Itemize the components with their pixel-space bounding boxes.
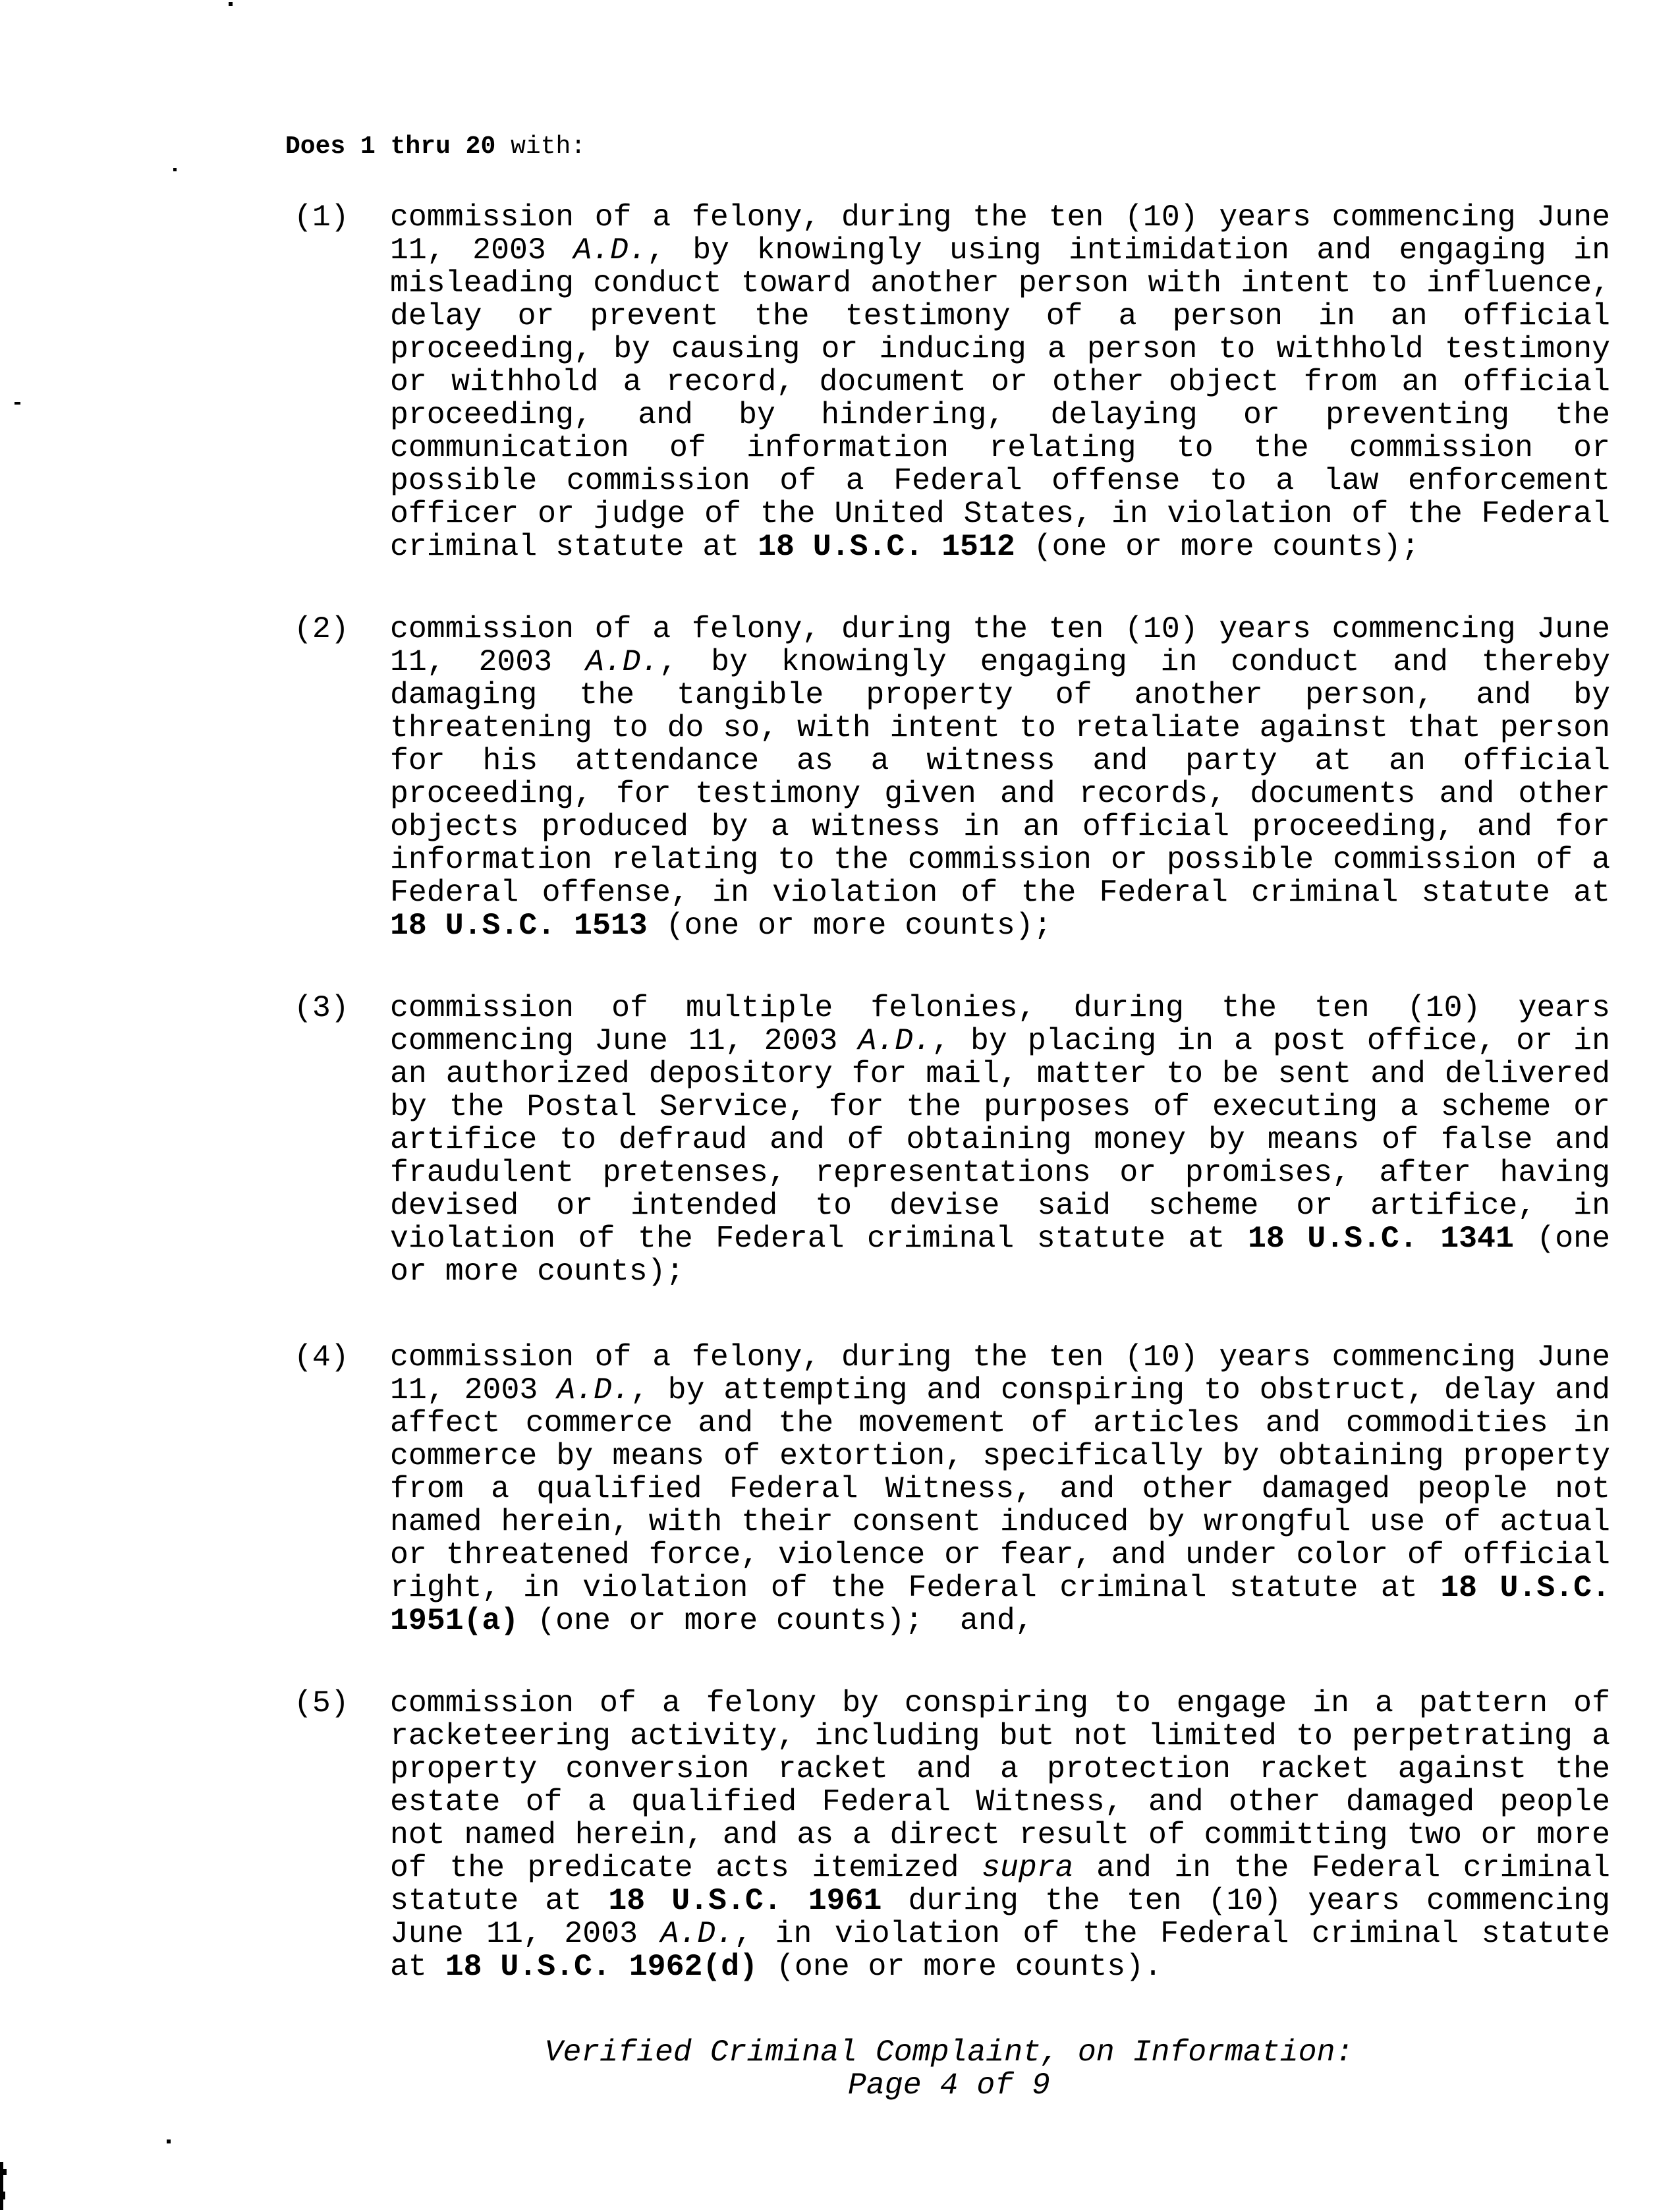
item-text: commission of multiple felonies, during the ten (10) years commencing June 11, 2003 A.D., by placing in a post office, or in an authorized depository for mail, matter to be sent and delivered by the Postal Service, for the purposes of executing a scheme or artifice to defraud and of obtaining money by means of false and fraudulent pretenses, representations or promises, after having devised or intended to devise said scheme or artifice, in violation of the Federal criminal statute at 18 U.S.C. 1341 (one or more counts);	[390, 990, 1629, 1289]
list-item	[294, 990, 1629, 1289]
scan-edge-artifact	[0, 2192, 5, 2199]
item-number: (1)	[294, 200, 349, 235]
scan-speck	[173, 168, 177, 171]
page-title	[285, 132, 586, 162]
scan-speck	[167, 2139, 171, 2143]
item-number: (2)	[294, 611, 349, 646]
footer-title: Verified Criminal Complaint, on Information:	[544, 2035, 1354, 2070]
item-text: commission of a felony, during the ten (10) years commencing June 11, 2003 A.D., by knowingly engaging in conduct and thereby damaging the tangible property of another person, and by threatening to do so, with intent to retaliate against that person for his attendance as a witness and party at an official proceeding, for testimony given and records, documents and other objects produced by a witness in an official proceeding, and for information relating to the commission or possible commission of a Federal offense, in violation of the Federal criminal statute at 18 U.S.C. 1513 (one or more counts);	[390, 611, 1629, 943]
scan-speck	[229, 2, 233, 6]
page-footer	[294, 2036, 1604, 2102]
item-number: (4)	[294, 1340, 349, 1374]
list-item	[294, 200, 1629, 564]
list-item	[294, 1340, 1629, 1638]
item-text: commission of a felony by conspiring to engage in a pattern of racketeering activity, including but not limited to perpetrating a property conversion racket and a protection racket against the estate of a qualified Federal Witness, and other damaged people not named herein, and as a direct result of committing two or more of the predicate acts itemized supra and in the Federal criminal statute at 18 U.S.C. 1961 during the ten (10) years commencing June 11, 2003 A.D., in violation of the Federal criminal statute at 18 U.S.C. 1962(d) (one or more counts).	[390, 1686, 1629, 1984]
scan-edge-artifact	[0, 2169, 7, 2175]
heading-bold-text: Does 1 thru 20	[285, 132, 496, 161]
item-number: (3)	[294, 990, 349, 1025]
item-text: commission of a felony, during the ten (10) years commencing June 11, 2003 A.D., by attempting and conspiring to obstruct, delay and affect commerce and the movement of articles and commodities in commerce by means of extortion, specifically by obtaining property from a qualified Federal Witness, and other damaged people not named herein, with their consent induced by wrongful use of actual or threatened force, violence or fear, and under color of official right, in violation of the Federal criminal statute at 18 U.S.C. 1951(a) (one or more counts); and,	[390, 1340, 1629, 1638]
list-item	[294, 611, 1629, 943]
heading-rest-text: with:	[495, 132, 586, 161]
list-item	[294, 1686, 1629, 1984]
scan-speck	[14, 402, 20, 405]
item-number: (5)	[294, 1686, 349, 1720]
item-text: commission of a felony, during the ten (10) years commencing June 11, 2003 A.D., by knowingly using intimidation and engaging in misleading conduct toward another person with intent to influence, delay or prevent the testimony of a person in an official proceeding, by causing or inducing a person to withhold testimony or withhold a record, document or other object from an official proceeding, and by hindering, delaying or preventing the communication of information relating to the commission or possible commission of a Federal offense to a law enforcement officer or judge of the United States, in violation of the Federal criminal statute at 18 U.S.C. 1512 (one or more counts);	[390, 200, 1629, 564]
footer-page-number: Page 4 of 9	[848, 2068, 1050, 2103]
